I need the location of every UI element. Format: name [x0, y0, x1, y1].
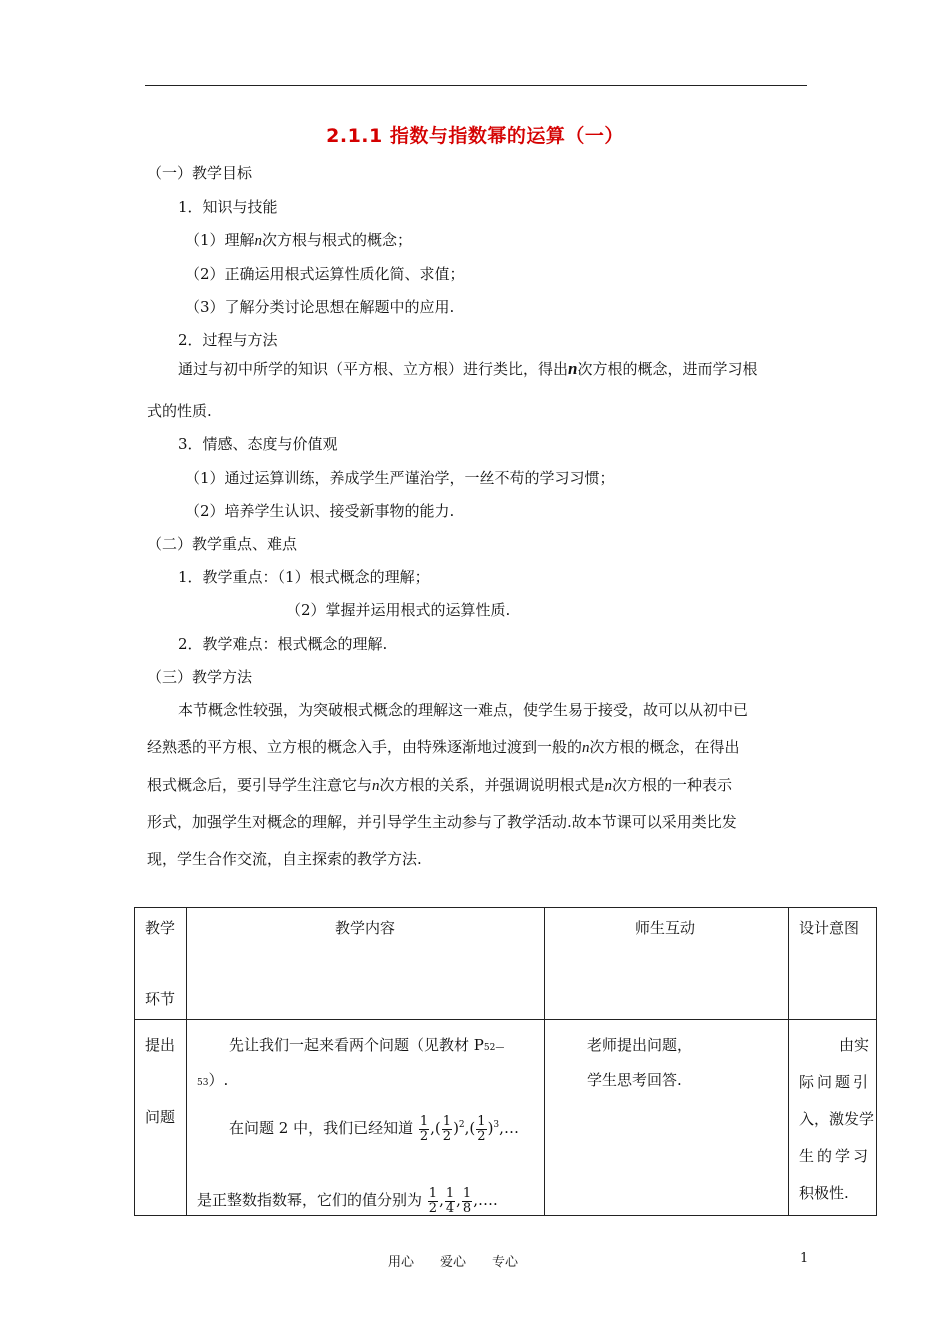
header-stage-cell: [135, 908, 187, 1020]
section-heading-objectives: （一）教学目标: [147, 164, 253, 182]
method-paragraph-line-2: 经熟悉的平方根、立方根的概念入手，由特殊逐渐地过渡到一般的n次方根的概念，在得出: [147, 738, 740, 756]
lesson-plan-table: [134, 907, 877, 1216]
method-paragraph-line-3: 根式概念后，要引导学生注意它与n次方根的关系，并强调说明根式是n次方根的一种表示: [147, 776, 733, 794]
objective-item-1: （1）理解n次方根与根式的概念；: [185, 231, 413, 249]
method-paragraph-line-4: 形式，加强学生对概念的理解，并引导学生主动参与了教学活动.故本节课可以采用类比发: [147, 813, 737, 831]
row-content-cell: [187, 1020, 545, 1216]
attitude-item-1: （1）通过运算训练，养成学生严谨治学，一丝不苟的学习习惯；: [185, 469, 615, 487]
objective-item-3: （3）了解分类讨论思想在解题中的应用.: [185, 298, 455, 316]
method-paragraph-line-1: 本节概念性较强，为突破根式概念的理解这一难点，使学生易于接受，故可以从初中已: [178, 701, 749, 719]
row-stage-cell: [135, 1020, 187, 1216]
row-intent-cell: [789, 1020, 877, 1216]
content-line-1-cont: 53）.: [197, 1071, 229, 1089]
page-number: 1: [800, 1251, 809, 1266]
row-stage-line-1: 提出: [145, 1036, 176, 1054]
attitude-item-2: （2）培养学生认识、接受新事物的能力.: [185, 502, 455, 520]
subheading-knowledge-skills: 1．知识与技能: [178, 198, 278, 216]
section-heading-key-points: （二）教学重点、难点: [147, 535, 298, 553]
header-rule: [145, 85, 807, 86]
intent-line-2: 际问题引: [799, 1073, 872, 1091]
row-stage-line-2: 问题: [145, 1108, 176, 1126]
fraction-one-half: $\frac{1}{2}$: [419, 1113, 429, 1144]
row-interaction-cell: [545, 1020, 789, 1216]
intent-line-4: 生的学习: [799, 1147, 872, 1165]
intent-line-1: 由实: [839, 1036, 870, 1054]
content-line-3: 是正整数指数幂，它们的值分别为 $\frac{1}{2}$ , $\frac{1}{4}$ , $\frac{1}{8}$ ,….: [197, 1185, 498, 1216]
fraction-one-eighth: $\frac{1}{8}$: [462, 1185, 472, 1216]
difficulty-point: 2．教学难点：根式概念的理解.: [178, 635, 388, 653]
method-paragraph-line-5: 现，学生合作交流，自主探索的教学方法.: [147, 850, 422, 868]
header-intent-cell: [789, 908, 877, 1020]
table-header-row: [135, 908, 877, 1020]
process-paragraph-line-2: 式的性质.: [147, 402, 212, 420]
process-paragraph-line-1: 通过与初中所学的知识（平方根、立方根）进行类比，得出n次方根的概念，进而学习根: [178, 359, 758, 378]
header-interaction-cell: [545, 908, 789, 1020]
section-heading-method: （三）教学方法: [147, 668, 253, 686]
fraction-one-quarter: $\frac{1}{4}$: [445, 1185, 455, 1216]
fraction-one-half-value: $\frac{1}{2}$: [428, 1185, 438, 1216]
key-point-1b: （2）掌握并运用根式的运算性质.: [286, 601, 511, 619]
subheading-process-method: 2．过程与方法: [178, 331, 278, 349]
header-stage-line-2: 环节: [145, 990, 176, 1008]
objective-item-2: （2）正确运用根式运算性质化简、求值；: [185, 265, 465, 283]
interaction-line-2: 学生思考回答.: [587, 1071, 682, 1089]
subheading-attitude-values: 3．情感、态度与价值观: [178, 435, 338, 453]
content-line-2: 在问题 2 中，我们已经知道 $\frac{1}{2}$ ,( $\frac{1}{2}$ )$^2$,( $\frac{1}{2}$ )$^3$,…: [229, 1113, 519, 1144]
document-title: 2.1.1 指数与指数幂的运算（一）: [326, 125, 624, 147]
intent-line-3: 入，激发学: [799, 1110, 875, 1128]
fraction-one-half-squared: $\frac{1}{2}$: [442, 1113, 452, 1144]
fraction-one-half-cubed: $\frac{1}{2}$: [477, 1113, 486, 1144]
header-intent: 设计意图: [799, 919, 860, 937]
table-row: [135, 1020, 877, 1216]
footer-motto: 用心 爱心 专心: [388, 1255, 519, 1270]
content-line-1: 先让我们一起来看两个问题（见教材 P52—: [229, 1036, 505, 1054]
header-content: 教学内容: [335, 919, 396, 937]
interaction-line-1: 老师提出问题，: [587, 1036, 693, 1054]
header-interaction: 师生互动: [635, 919, 696, 937]
intent-line-5: 积极性.: [799, 1184, 849, 1202]
header-content-cell: [187, 908, 545, 1020]
header-stage-line-1: 教学: [145, 919, 176, 937]
key-point-1: 1．教学重点：（1）根式概念的理解；: [178, 568, 430, 586]
